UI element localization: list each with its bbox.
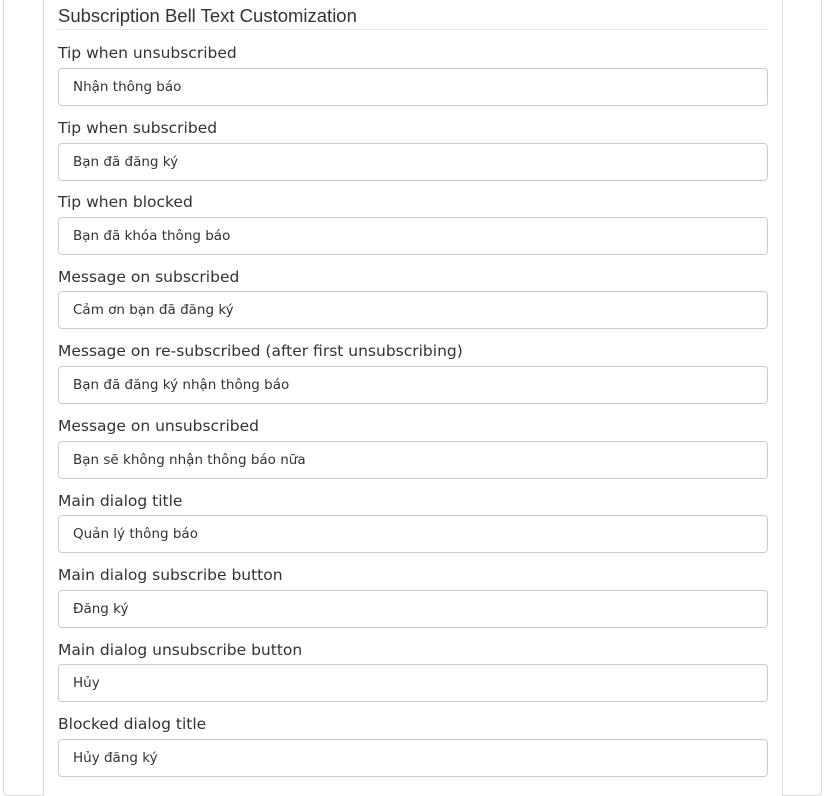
main-dialog-title-label: Main dialog title xyxy=(58,492,183,510)
tip-blocked-label: Tip when blocked xyxy=(58,193,193,211)
tip-subscribed-label: Tip when subscribed xyxy=(58,119,218,137)
main-dialog-unsubscribe-button-input[interactable] xyxy=(58,664,768,702)
tip-unsubscribed-label: Tip when unsubscribed xyxy=(58,44,237,62)
main-dialog-subscribe-button-input[interactable] xyxy=(58,590,768,628)
message-resubscribed-label: Message on re-subscribed (after first unsubscribing) xyxy=(58,342,463,360)
message-subscribed-label: Message on subscribed xyxy=(58,268,240,286)
message-unsubscribed-input[interactable] xyxy=(58,441,768,479)
message-unsubscribed-label: Message on unsubscribed xyxy=(58,417,259,435)
message-subscribed-input[interactable] xyxy=(58,291,768,329)
tip-blocked-input[interactable] xyxy=(58,217,768,255)
tip-unsubscribed-input[interactable] xyxy=(58,68,768,106)
message-resubscribed-input[interactable] xyxy=(58,366,768,404)
main-dialog-subscribe-button-label: Main dialog subscribe button xyxy=(58,566,283,584)
blocked-dialog-title-label: Blocked dialog title xyxy=(58,715,207,733)
blocked-dialog-title-input[interactable] xyxy=(58,739,768,777)
main-dialog-unsubscribe-button-label: Main dialog unsubscribe button xyxy=(58,641,303,659)
tip-subscribed-input[interactable] xyxy=(58,143,768,181)
section-title: Subscription Bell Text Customization xyxy=(58,4,768,30)
main-dialog-title-input[interactable] xyxy=(58,515,768,553)
